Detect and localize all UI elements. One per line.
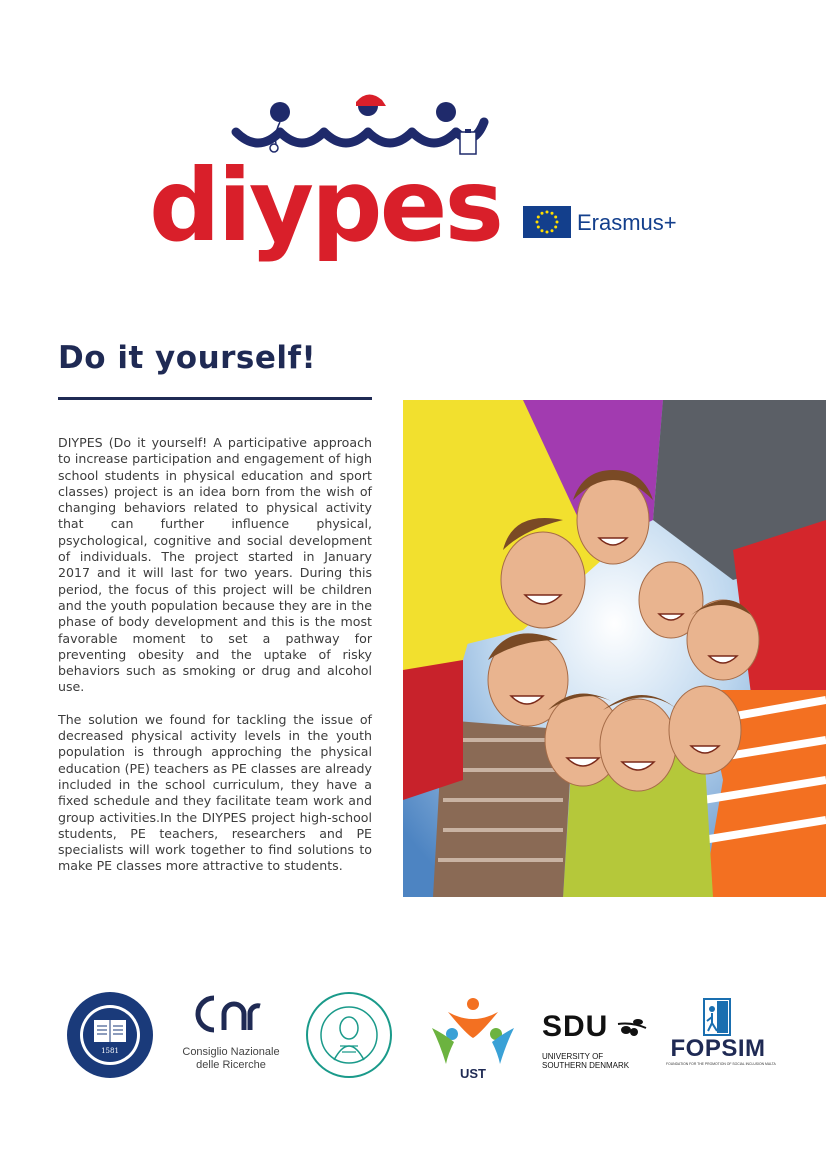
erasmus-label: Erasmus+ [577, 210, 677, 235]
partner-logo-sdu [540, 990, 652, 1080]
paragraph-2: The solution we found for tackling the issue of decreased physical activity levels in the youth population is through approching the physical education (PE) teachers as PE classes are already included in the school curriculum, they have a fixed schedule and they facilitate team work and group activities.In the DIYPES project high-school students, PE teachers, researchers and PE specialists will work together to find solutions to make PE classes more attractive to students. [58, 711, 372, 874]
title-underline [58, 397, 372, 400]
sdu-name-line2: SOUTHERN DENMARK [542, 1061, 630, 1070]
ust-label: UST [460, 1066, 486, 1081]
partner-logo-ukf-nitra [300, 990, 398, 1080]
eu-flag-icon [523, 206, 571, 238]
partner-logo-fopsim [666, 990, 776, 1080]
fopsim-abbr: FOPSIM [670, 1035, 766, 1062]
babes-bolyai-seal-icon [64, 990, 156, 1080]
diypes-logo-text: diypes [149, 147, 501, 264]
cnr-name-line2: delle Ricerche [196, 1059, 266, 1071]
seal-year: 1581 [101, 1047, 119, 1055]
cnr-name-line1: Consiglio Nazionale [182, 1046, 280, 1058]
page-title: Do it yourself! [58, 340, 317, 376]
fopsim-tagline: FOUNDATION FOR THE PROMOTION OF SOCIAL INCLUSION MALTA [666, 1062, 776, 1066]
sdu-apple-branch-icon [616, 1018, 648, 1040]
body-text [58, 435, 372, 891]
ukf-nitra-seal-icon [300, 990, 398, 1080]
partner-logo-ust [426, 990, 520, 1080]
partner-logo-cnr [176, 990, 286, 1080]
paragraph-1: DIYPES (Do it yourself! A participative approach to increase participation and engagement of high school students in physical education and sport classes) project is an idea born from the wish of changing behaviors related to physical activity that can further influence physical, psychological, cognitive and social development of individuals. The project started in January 2017 and it will last for two years. During this period, the focus of this project will be children and the youth population because they are in the phase of body development and this is the most favorable moment to set a pathway for preventing obesity and the uptake of risky behaviors such as smoking or drug and alcohol use. [58, 435, 372, 695]
sdu-name-line1: UNIVERSITY OF [542, 1052, 604, 1061]
fopsim-door-icon [703, 998, 733, 1036]
cnr-icon [176, 990, 286, 1042]
group-of-teenagers-photo [403, 400, 826, 897]
ust-figures-icon [426, 990, 520, 1064]
erasmus-plus-logo [523, 206, 693, 240]
partner-logo-babes-bolyai [64, 990, 156, 1080]
sdu-abbr: SDU [542, 1010, 609, 1043]
